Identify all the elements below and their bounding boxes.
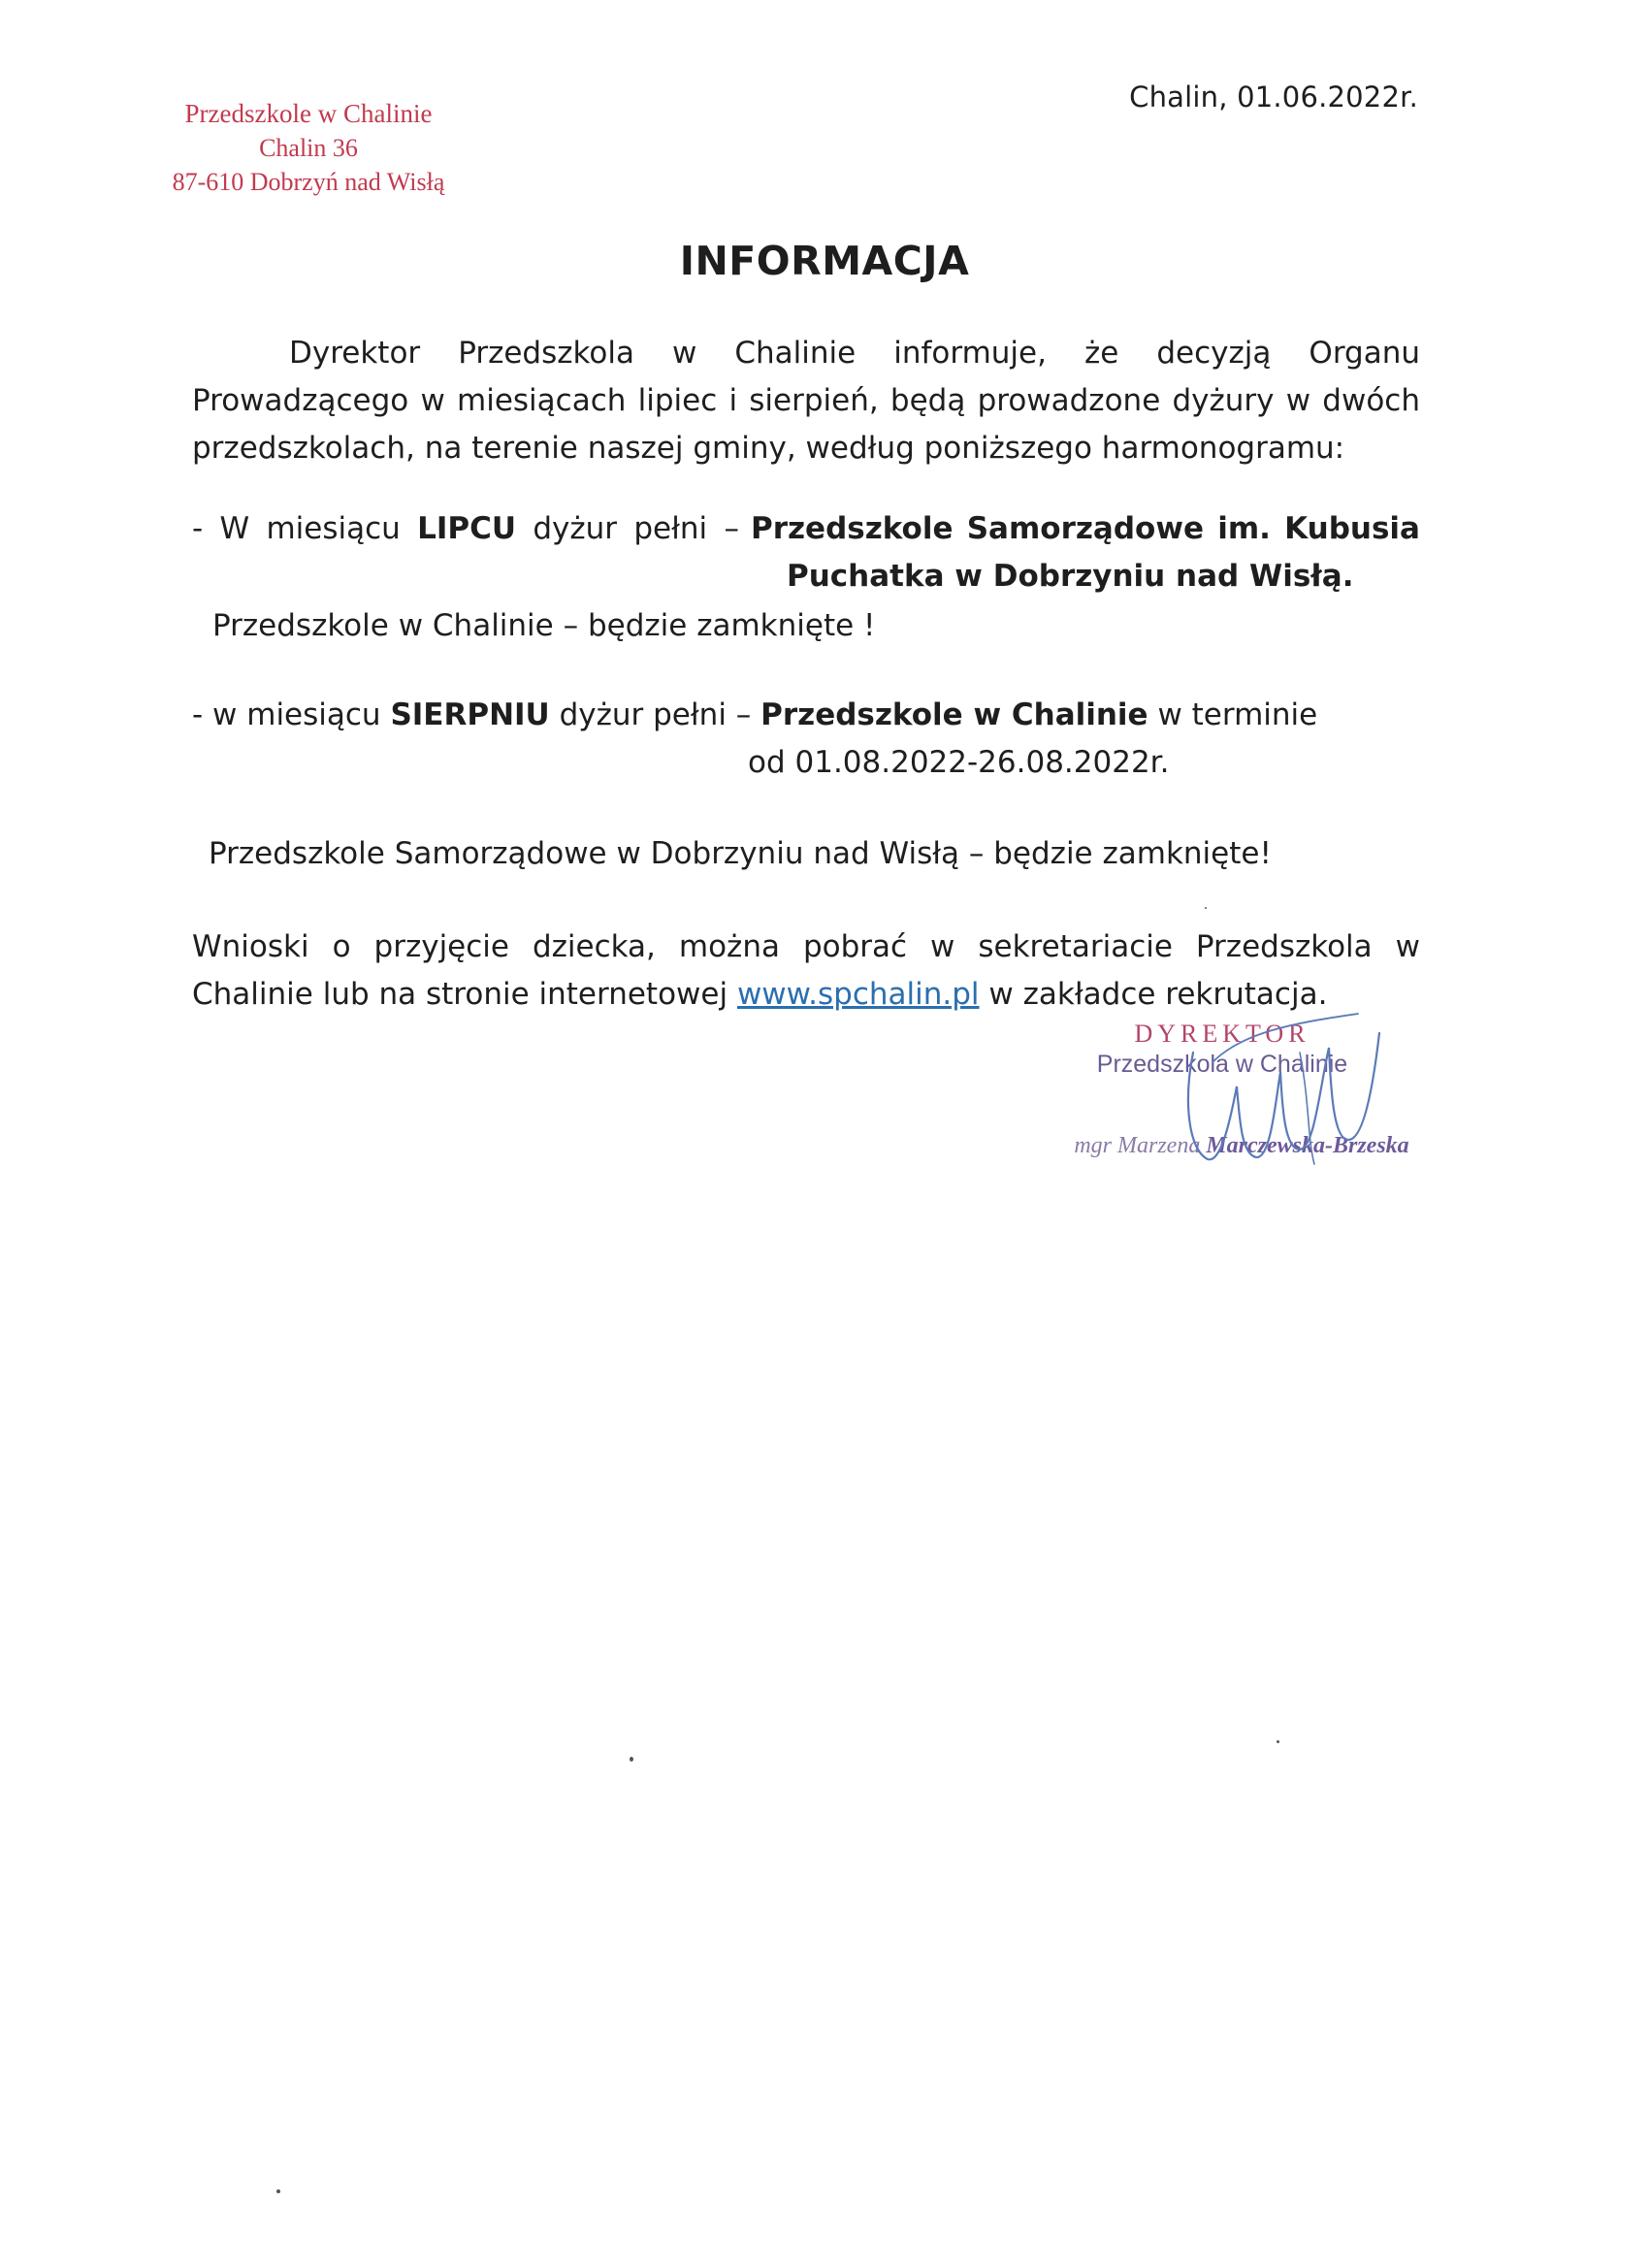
july-school-word: Kubusia [1284,511,1420,546]
july-closed-notice: Przedszkole w Chalinie – będzie zamknięte ! [212,608,876,643]
document-title: INFORMACJA [679,238,970,284]
scan-speck [1277,1740,1279,1743]
website-link[interactable]: www.spchalin.pl [736,977,980,1012]
august-middle: dyżur pełni – [549,697,761,732]
july-word: dyżur [533,511,618,546]
august-prefix: - w miesiącu [192,697,391,732]
july-school [751,505,1420,553]
august-duty-item [192,692,1420,739]
july-word: miesiącu [266,511,401,546]
july-dash: – [724,511,739,546]
director-stamp-school: Przedszkola w Chalinie [1096,1051,1348,1078]
july-duty-item [192,505,1420,600]
july-school-word: Samorządowe [966,511,1204,546]
stamp-school-name: Przedszkole w Chalinie [184,99,433,128]
scan-speck [630,1757,633,1762]
director-stamp-title: DYREKTOR [1134,1020,1310,1048]
school-address-stamp [146,97,471,199]
july-school-word: Przedszkole [751,511,954,546]
august-school: Przedszkole w Chalinie [760,697,1148,732]
scan-speck [276,2189,280,2193]
july-duty-line-1 [192,505,1420,553]
july-school-line-2: Puchatka w Dobrzyniu nad Wisłą. [787,559,1354,594]
august-month: SIERPNIU [390,697,550,732]
director-signature [1154,994,1387,1188]
scan-speck [1205,907,1207,909]
july-month: LIPCU [417,511,517,546]
stamp-postal-city: 87-610 Dobrzyń nad Wisłą [172,168,445,196]
requests-text-before: Wnioski o przyjęcie dziecka, można pobrać w sekretariacie Przedszkola w Chalinie lub na stronie internetowej [192,929,1420,1012]
august-closed-notice: Przedszkole Samorządowe w Dobrzyniu nad Wisłą – będzie zamknięte! [209,836,1272,871]
intro-paragraph: Dyrektor Przedszkola w Chalinie informuje, że decyzją Organu Prowadzącego w miesiącach lipiec i sierpień, będą prowadzone dyżury w dwóch przedszkolach, na terenie naszej gminy, według poniższego harmonogramu: [192,336,1420,466]
director-surname: Marczewska-Brzeska [1206,1133,1409,1158]
july-dash: - [192,511,204,546]
director-name-prefix: mgr Marzena [1074,1133,1207,1158]
august-period: od 01.08.2022-26.08.2022r. [748,745,1170,780]
july-word: W [219,511,250,546]
stamp-street: Chalin 36 [259,134,358,162]
july-word: pełni [633,511,708,546]
requests-text-after: w zakładce rekrutacja. [979,977,1328,1012]
august-suffix: w terminie [1148,697,1318,732]
document-date: Chalin, 01.06.2022r. [1129,81,1418,113]
july-school-word: im. [1217,511,1271,546]
july-duty-lead [192,505,751,553]
